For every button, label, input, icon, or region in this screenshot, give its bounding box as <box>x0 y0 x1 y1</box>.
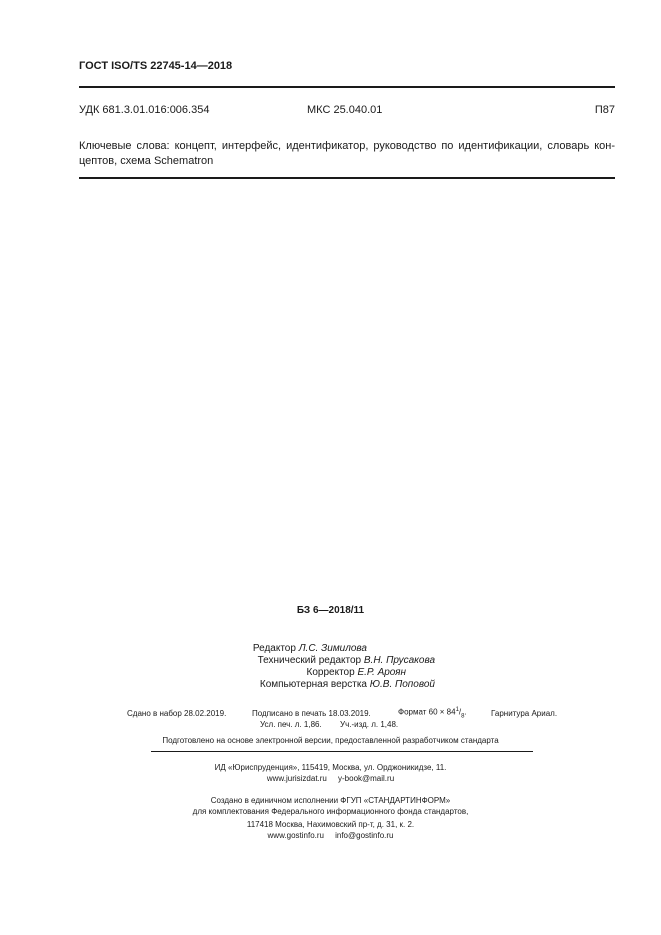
issuer-email[interactable]: info@gostinfo.ru <box>335 831 394 840</box>
imprint-format: Формат $60 \times 84^1/_8$. <box>398 707 467 720</box>
imprint-usl: Усл. печ. л. 1,86. <box>260 720 322 729</box>
keywords-divider <box>79 177 615 179</box>
keywords-line: Ключевые слова: концепт, интерфейс, идентификатор, руководство по идентификации, словарь кон- <box>79 140 615 152</box>
imprint-prepared: Подготовлено на основе электронной версии, предоставленной разработчиком стандарта <box>162 736 499 745</box>
publisher-email[interactable]: y-book@mail.ru <box>338 774 395 783</box>
issuer-line1: Создано в единичном исполнении ФГУП «СТАНДАРТИНФОРМ» <box>210 796 451 805</box>
format-denominator: 8 <box>461 713 465 720</box>
credit-name: Ю.В. Поповой <box>369 679 435 690</box>
credit-editor <box>253 643 367 654</box>
credit-role: Корректор <box>306 667 355 678</box>
credit-corrector <box>307 667 406 678</box>
credit-layout <box>260 679 435 690</box>
document-designation: ГОСТ ISO/TS 22745-14—2018 <box>79 60 233 72</box>
credit-name: В.Н. Прусакова <box>363 655 435 666</box>
credit-role: Редактор <box>252 643 296 654</box>
imprint-podpisano: Подписано в печать 18.03.2019. <box>252 709 371 718</box>
imprint-garnitura: Гарнитура Ариал. <box>491 709 558 718</box>
issuer-address: 117418 Москва, Нахимовский пр-т, д. 31, к. 2. <box>246 820 415 829</box>
publisher-contacts <box>0 774 661 783</box>
classification-code: П87 <box>594 104 615 116</box>
credit-name: Л.С. Зимилова <box>298 643 367 654</box>
imprint-sdano: Сдано в набор 28.02.2019. <box>127 709 227 718</box>
keywords-block <box>79 139 615 169</box>
header-divider <box>79 86 615 88</box>
format-text: Формат 60 × 84 <box>398 707 456 717</box>
credit-role: Компьютерная верстка <box>259 679 367 690</box>
mks-code: МКС 25.040.01 <box>307 104 383 116</box>
credit-name: Е.Р. Ароян <box>357 667 406 678</box>
publisher-site[interactable]: www.jurisizdat.ru <box>266 774 327 783</box>
imprint-uch: Уч.-изд. л. 1,48. <box>340 720 399 729</box>
issuer-site[interactable]: www.gostinfo.ru <box>267 831 324 840</box>
imprint-divider <box>151 751 533 752</box>
issuer-contacts <box>0 831 661 840</box>
issuer-line2: для комплектования Федерального информационного фонда стандартов, <box>192 807 469 816</box>
udk-code: УДК 681.3.01.016:006.354 <box>79 104 210 116</box>
keywords-line: цептов, схема Schematron <box>79 155 214 167</box>
credit-tech-editor <box>258 655 435 666</box>
publisher-line: ИД «Юриспруденция», 115419, Москва, ул. Орджоникидзе, 11. <box>214 763 447 772</box>
format-numerator: 1 <box>455 707 459 713</box>
bz-number: БЗ 6—2018/11 <box>296 605 365 616</box>
credit-role: Технический редактор <box>257 655 362 666</box>
